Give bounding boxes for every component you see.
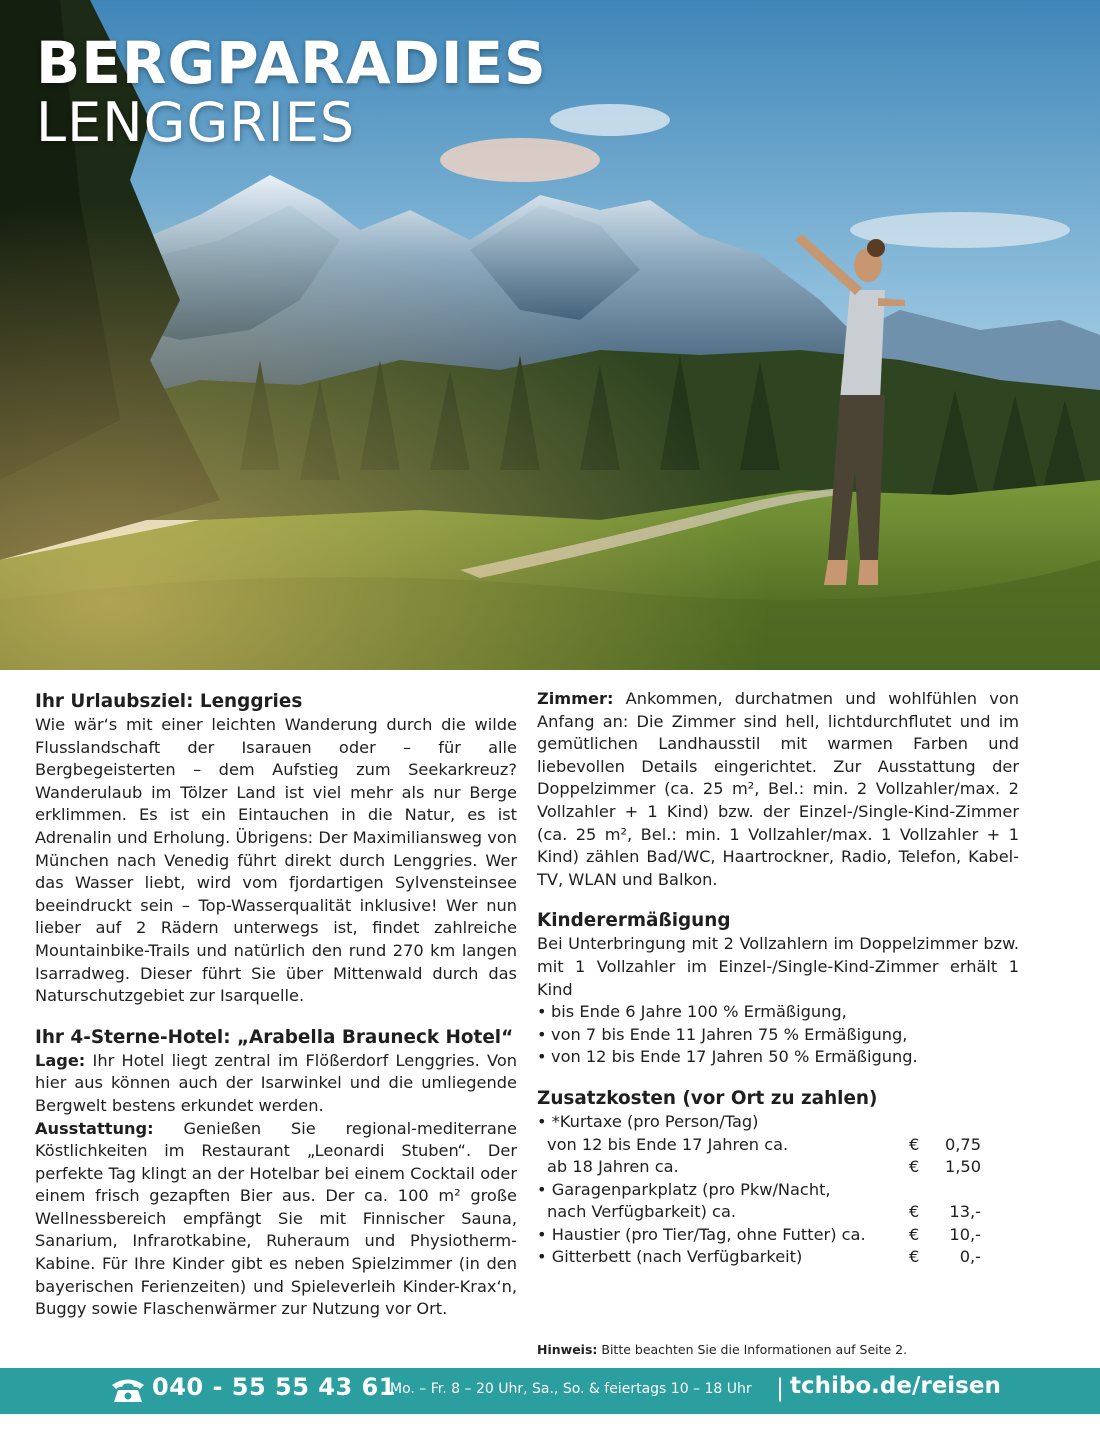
title-line-1: BERGPARADIES: [36, 29, 547, 97]
table-row: [537, 1179, 1019, 1202]
paragraph-zimmer: [537, 688, 1019, 891]
paragraph-ausstattung: [35, 1118, 517, 1321]
heading-urlaubsziel: Ihr Urlaubsziel: Lenggries: [35, 691, 303, 712]
footer-bar: [0, 1368, 1100, 1414]
kinder-list: [537, 1001, 1019, 1069]
cost-amount: 10,-: [949, 1224, 981, 1244]
lage-text: Ihr Hotel liegt zentral im Flößerdorf Lenggries. Von hier aus können auch der Isarwinkel und die umliegende Bergwelt bestens erkundet werden.: [35, 1050, 517, 1115]
hint-text: Bitte beachten Sie die Informationen auf Seite 2.: [597, 1342, 908, 1357]
hint-note: [537, 1342, 907, 1357]
cost-amount: 1,50: [944, 1157, 981, 1177]
table-row: [537, 1111, 1019, 1134]
phone-number[interactable]: 040 - 55 55 43 61: [152, 1373, 396, 1401]
hint-label: Hinweis:: [537, 1342, 598, 1357]
lage-label: Lage:: [35, 1050, 86, 1070]
hero-image: [0, 0, 1100, 670]
paragraph-lage: [35, 1050, 517, 1118]
paragraph-urlaubsziel: Wie wär‘s mit einer leichten Wanderung durch die wilde Flusslandschaft der Isarauen oder – für alle Bergbegeisterten – dem Aufstieg zum Seekarkreuz? Wanderulaub im Tölzer Land ist viel mehr als nur Berge erklimmen. Es ist ein Eintauchen in die Natur, es ist Adrenalin und Erholung. Übrigens: Der Maximiliansweg von München nach Venedig führt direkt durch Lenggries. Wer das Wasser liebt, wird vom fjordartigen Sylvensteinsee beeindruckt sein – Top-Wasserqualität inklusive! Wer nun lieber auf 2 Rädern unterwegs ist, findet zahlreiche Mountainbike-Trails und natürlich den rund 270 km langen Isarradweg. Dieser führt Sie über Mittenwald durch das Naturschutzgebiet zur Isarquelle.: [35, 715, 517, 1006]
right-column: [537, 688, 1019, 1269]
cost-amount: 13,-: [949, 1202, 981, 1222]
cost-amount: 0,75: [944, 1134, 981, 1154]
list-item: • bis Ende 6 Jahre 100 % Ermäßigung,: [537, 1001, 1019, 1024]
table-row: [537, 1246, 1019, 1269]
heading-hotel: Ihr 4-Sterne-Hotel: „Arabella Brauneck Hotel“: [35, 1026, 514, 1048]
table-row: [537, 1156, 1019, 1179]
zimmer-label: Zimmer:: [537, 689, 614, 708]
table-row: [537, 1224, 1019, 1247]
cost-label: nach Verfügbarkeit) ca.: [547, 1202, 737, 1222]
cost-currency: €: [909, 1157, 920, 1177]
list-item: • von 12 bis Ende 17 Jahren 50 % Ermäßigung.: [537, 1046, 1019, 1069]
ausstattung-label: Ausstattung:: [35, 1118, 154, 1138]
cost-label: • Garagenparkplatz (pro Pkw/Nacht,: [537, 1179, 831, 1199]
website-link[interactable]: tchibo.de/reisen: [790, 1373, 1001, 1399]
zimmer-text: Ankommen, durchatmen und wohlfühlen von Anfang an: Die Zimmer sind hell, lichtdurchflutet und im gemütlichen Landhausstil mit warmen Farben und liebevollen Details eingerichtet. Zur Ausstattung der Doppelzimmer (ca. 25 m², Bel.: min. 2 Vollzahler/max. 2 Vollzahler + 1 Kind) bzw. der Einzel-/Single-Kind-Zimmer (ca. 25 m², Bel.: min. 1 Vollzahler/max. 1 Vollzahler + 1 Kind) zählen Bad/WC, Haartrockner, Radio, Telefon, Kabel-TV, WLAN und Balkon.: [537, 689, 1019, 889]
heading-kinderermaessigung: Kinderermäßigung: [537, 910, 731, 932]
opening-hours: Mo. – Fr. 8 – 20 Uhr, Sa., So. & feiertags 10 – 18 Uhr: [390, 1381, 752, 1397]
cost-amount: 0,-: [959, 1247, 981, 1267]
ausstattung-text: Genießen Sie regional-mediterrane Köstlichkeiten im Restaurant „Leonardi Stuben“. Der perfekte Tag klingt an der Hotelbar bei einem Cocktail oder einem frisch gezapften Bier aus. Der ca. 100 m² große Wellnessbereich empfängt Sie mit Finnischer Sauna, Sanarium, Infrarotkabine, Ruheraum und Physiotherm-Kabine. Für Ihre Kinder gibt es neben Spielzimmer (in den bayerischen Ferienzeiten) und Spieleverleih Kinder-Krax‘n, Buggy sowie Flaschenwärmer zur Nutzung vor Ort.: [35, 1118, 517, 1319]
cost-label: von 12 bis Ende 17 Jahren ca.: [547, 1134, 789, 1154]
cost-label: ab 18 Jahren ca.: [547, 1157, 679, 1177]
footer-separator: |: [776, 1374, 785, 1402]
cost-label: • Haustier (pro Tier/Tag, ohne Futter) ca.: [537, 1224, 866, 1244]
cost-label: • Gitterbett (nach Verfügbarkeit): [537, 1247, 803, 1267]
costs-table: [537, 1111, 1019, 1269]
list-item: • von 7 bis Ende 11 Jahren 75 % Ermäßigung,: [537, 1024, 1019, 1047]
cost-currency: €: [909, 1134, 920, 1154]
title-line-2: LENGGRIES: [36, 91, 356, 154]
cost-currency: €: [909, 1202, 920, 1222]
heading-zusatzkosten: Zusatzkosten (vor Ort zu zahlen): [537, 1087, 878, 1109]
paragraph-kinder: Bei Unterbringung mit 2 Vollzahlern im Doppelzimmer bzw. mit 1 Vollzahler im Einzel-/Single-Kind-Zimmer erhält 1 Kind: [537, 934, 1019, 999]
table-row: [537, 1201, 1019, 1224]
cost-currency: €: [909, 1247, 920, 1267]
left-column: [35, 688, 517, 1321]
phone-icon: [110, 1376, 146, 1408]
table-row: [537, 1134, 1019, 1157]
page-title: [36, 29, 547, 154]
cost-label: • *Kurtaxe (pro Person/Tag): [537, 1111, 759, 1131]
cost-currency: €: [909, 1224, 920, 1244]
